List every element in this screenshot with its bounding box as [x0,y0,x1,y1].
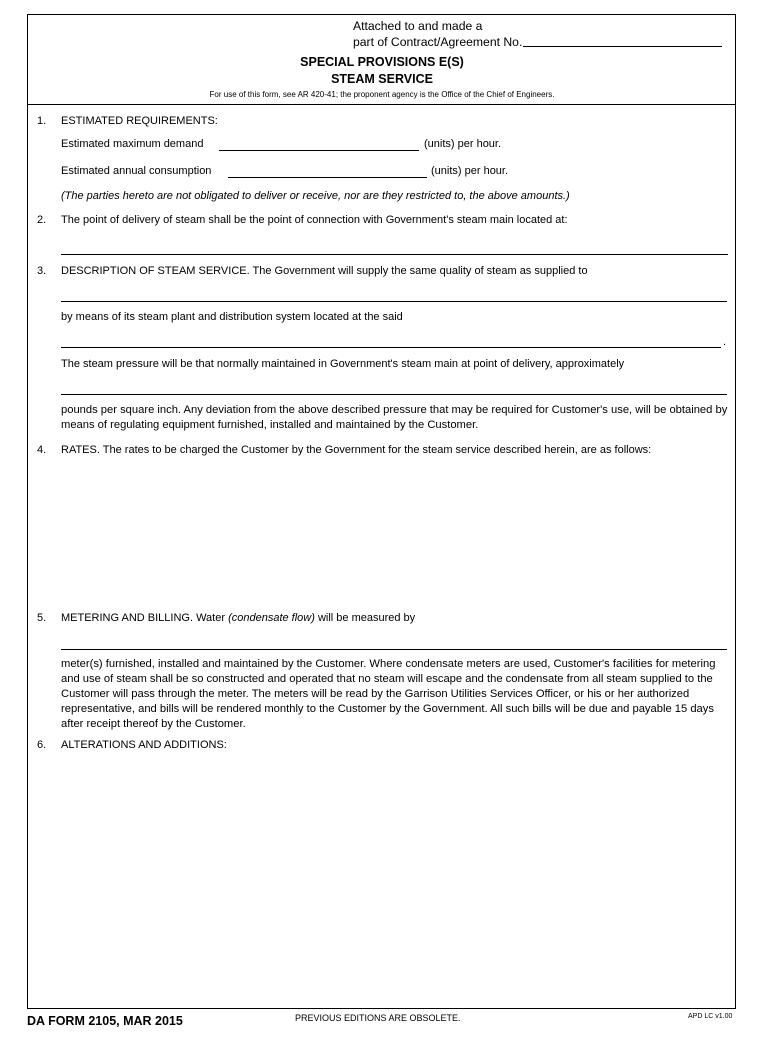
header-divider [27,104,736,105]
section-2-number: 2. [37,214,47,226]
form-subtitle: STEAM SERVICE [331,72,433,86]
annual-consumption-field[interactable] [228,162,431,177]
pressure-deviation-text: pounds per square inch. Any deviation from the above described pressure that may be required for Customer's use, will be obtained by means of regulating equipment furnished, installed and maintained by the Customer. [61,404,728,431]
rates-text: RATES. The rates to be charged the Customer by the Government for the steam service described herein, are as follows: [61,444,652,456]
pressure-field[interactable] [61,378,731,393]
pressure-underline [61,394,727,395]
section-1-heading: ESTIMATED REQUIREMENTS: [61,115,218,127]
attached-line-2: part of Contract/Agreement No. [353,35,523,49]
metering-billing-text [61,612,415,624]
located-at-period: . [723,336,727,348]
section-6-number: 6. [37,739,47,751]
max-demand-underline [219,150,419,151]
measured-by-underline [61,649,727,650]
version-label: APD LC v1.00 [688,1013,733,1020]
max-demand-suffix: (units) per hour. [424,138,502,150]
distribution-system-text: by means of its steam plant and distribution system located at the said [61,311,403,323]
section-3-number: 3. [37,265,47,277]
alterations-field[interactable] [61,758,731,998]
metering-text-b: will be measured by [314,612,416,624]
contract-no-underline [523,46,722,47]
located-at-field[interactable] [61,331,725,346]
annual-consumption-label: Estimated annual consumption [61,165,212,177]
supplied-to-field[interactable] [61,285,731,300]
steam-pressure-text: The steam pressure will be that normally maintained in Government's steam main at point of delivery, approximately [61,358,625,370]
delivery-location-underline [61,254,728,255]
located-at-underline [61,347,721,348]
alterations-heading: ALTERATIONS AND ADDITIONS: [61,739,227,751]
contract-no-field[interactable] [523,31,726,46]
measured-by-field[interactable] [61,633,731,648]
max-demand-label: Estimated maximum demand [61,138,204,150]
section-1-number: 1. [37,115,47,127]
attached-line-1: Attached to and made a [353,19,483,33]
metering-body-text: meter(s) furnished, installed and maintained by the Customer. Where condensate meters are used, Customer's facilities for metering and use of steam shall be so constructed and operated that no steam will escape and the condensate from all steam supplied to the Customer will pass through the meter. The meters will be read by the Garrison Utilities Services Officer, or his or her authorized representative, and bills will be rendered monthly to the Customer by the Government. All such bills will be due and payable 15 days after receipt thereof by the Customer. [61,658,716,730]
metering-text-a: METERING AND BILLING. Water [61,612,229,624]
delivery-location-field[interactable] [61,238,732,253]
requirements-note: (The parties hereto are not obligated to deliver or receive, nor are they restricted to, the above amounts.) [61,190,570,202]
supplied-to-underline [61,301,727,302]
max-demand-field[interactable] [219,135,423,150]
rates-field[interactable] [61,462,731,602]
section-5-number: 5. [37,612,47,624]
delivery-point-text: The point of delivery of steam shall be the point of connection with Government's steam main located at: [61,214,568,226]
section-4-number: 4. [37,444,47,456]
editions-note: PREVIOUS EDITIONS ARE OBSOLETE. [295,1013,461,1023]
steam-service-description: DESCRIPTION OF STEAM SERVICE. The Government will supply the same quality of steam as supplied to [61,265,588,277]
metering-text-italic: (condensate flow) [228,612,315,624]
annual-consumption-underline [228,177,427,178]
annual-consumption-suffix: (units) per hour. [431,165,509,177]
usage-note: For use of this form, see AR 420-41; the proponent agency is the Office of the Chief of Engineers. [209,90,555,99]
form-title: SPECIAL PROVISIONS E(S) [300,55,464,69]
form-id: DA FORM 2105, MAR 2015 [27,1014,183,1028]
